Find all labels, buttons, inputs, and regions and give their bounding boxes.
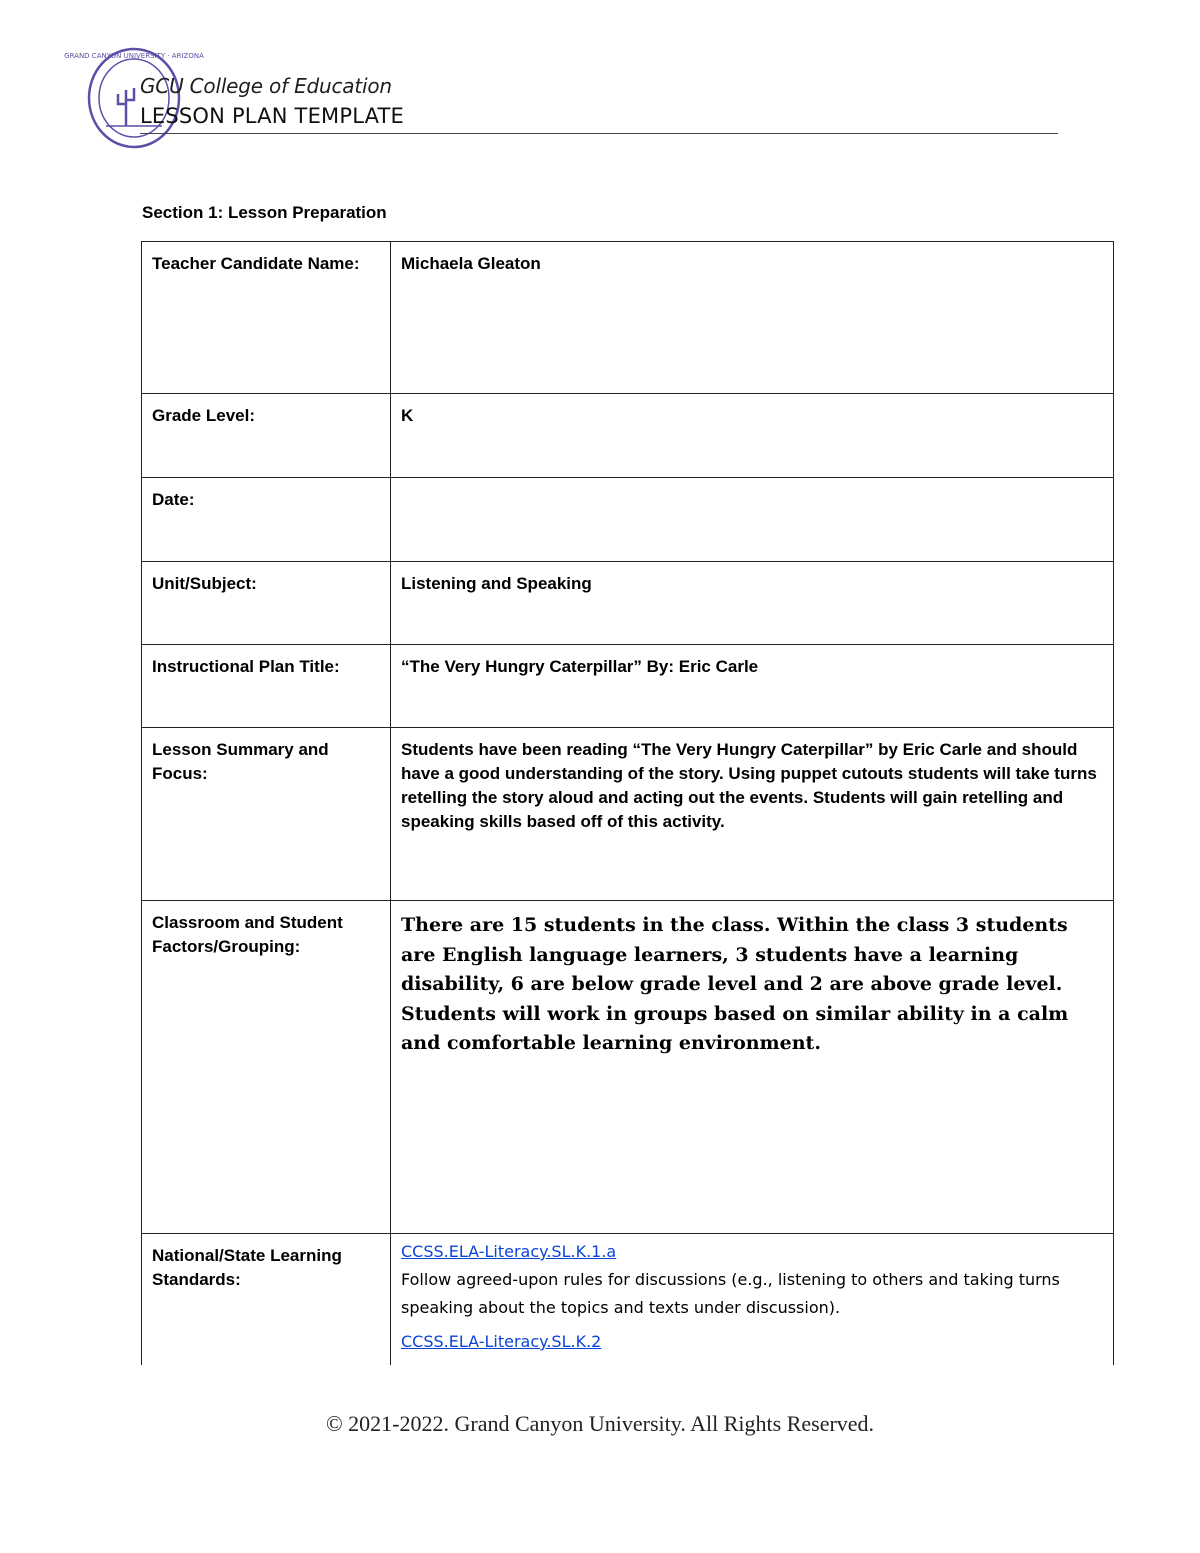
unit-subject-value[interactable]: Listening and Speaking: [391, 562, 1114, 645]
learning-standards-value: [391, 1234, 1114, 1365]
classroom-factors-label: Classroom and Student Factors/Grouping:: [142, 901, 391, 1234]
table-row: [142, 1234, 1114, 1365]
plan-title-label: Instructional Plan Title:: [142, 645, 391, 728]
table-row: [142, 562, 1114, 645]
section-heading: Section 1: Lesson Preparation: [142, 203, 387, 222]
classroom-factors-value[interactable]: There are 15 students in the class. Within the class 3 students are English language learners, 3 students have a learning disability, 6 are below grade level and 2 are above grade level. Students will work in groups based on similar ability in a calm and comfortable learning environment.: [391, 901, 1114, 1234]
unit-subject-label: Unit/Subject:: [142, 562, 391, 645]
svg-text:GRAND CANYON UNIVERSITY · ARIZ: GRAND CANYON UNIVERSITY · ARIZONA: [64, 52, 204, 60]
learning-standards-label: National/State Learning Standards:: [142, 1234, 391, 1365]
copyright-footer: © 2021-2022. Grand Canyon University. All Rights Reserved.: [325, 1411, 875, 1436]
lesson-summary-value[interactable]: Students have been reading “The Very Hungry Caterpillar” by Eric Carle and should have a good understanding of the story. Using puppet cutouts students will take turns retelling the story aloud and acting out the events. Students will gain retelling and speaking skills based off of this activity.: [391, 728, 1114, 901]
date-label: Date:: [142, 478, 391, 562]
standard-link[interactable]: CCSS.ELA-Literacy.SL.K.1.a: [401, 1242, 617, 1261]
teacher-name-value[interactable]: Michaela Gleaton: [391, 242, 1114, 394]
teacher-name-label: Teacher Candidate Name:: [142, 242, 391, 394]
standard-link[interactable]: CCSS.ELA-Literacy.SL.K.2: [401, 1332, 602, 1351]
grade-level-value[interactable]: K: [391, 394, 1114, 478]
standard-description: Follow agreed-upon rules for discussions (e.g., listening to others and taking turns speaking about the topics and texts under discussion).: [401, 1270, 1060, 1317]
header-divider: [140, 133, 1058, 134]
table-row: [142, 394, 1114, 478]
lesson-preparation-table: [141, 241, 1114, 1365]
lesson-summary-label: Lesson Summary and Focus:: [142, 728, 391, 901]
plan-title-value[interactable]: “The Very Hungry Caterpillar” By: Eric Carle: [391, 645, 1114, 728]
table-row: [142, 901, 1114, 1234]
gcu-seal-logo: [64, 46, 204, 150]
grade-level-label: Grade Level:: [142, 394, 391, 478]
college-name: GCU College of Education: [140, 74, 392, 98]
table-row: [142, 645, 1114, 728]
table-row: [142, 478, 1114, 562]
template-title: LESSON PLAN TEMPLATE: [140, 104, 405, 128]
table-row: [142, 728, 1114, 901]
date-value[interactable]: [391, 478, 1114, 562]
table-row: [142, 242, 1114, 394]
